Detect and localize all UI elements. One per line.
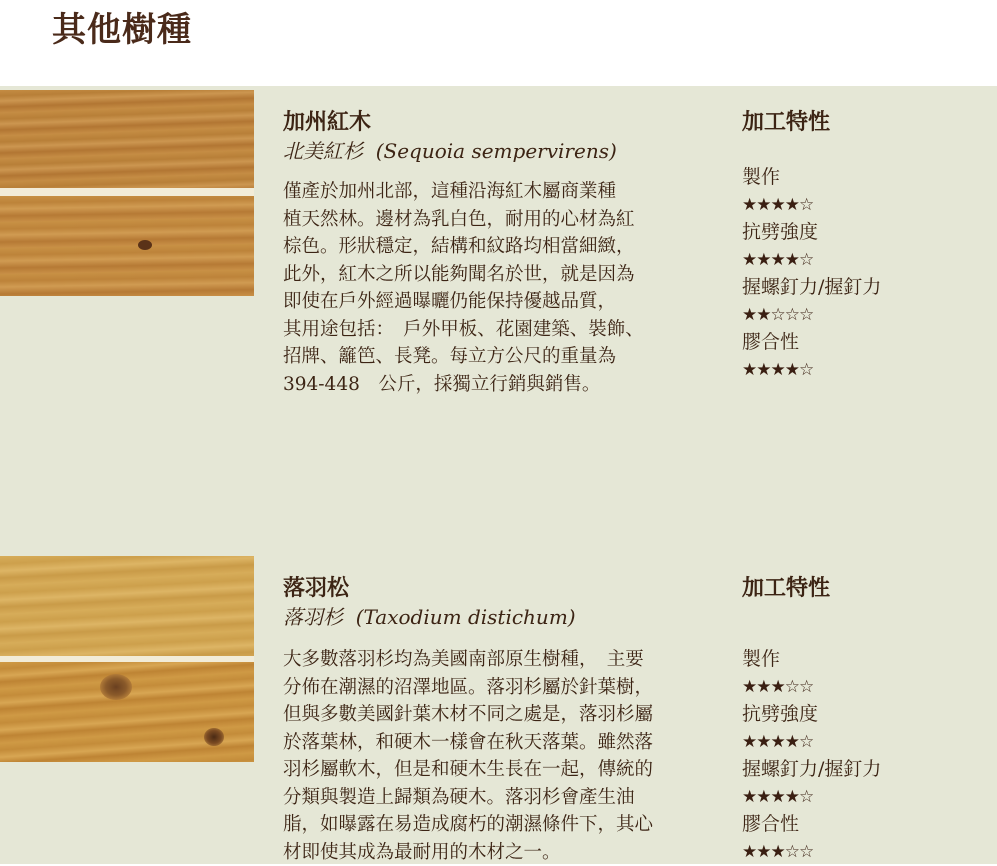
property-label-screw-nail-holding: 握螺釘力/握釘力 <box>742 274 982 302</box>
redwood-plank-top <box>0 90 254 188</box>
species-name: 落羽松 <box>283 574 703 604</box>
star-rating: ★★★★☆ <box>742 247 982 275</box>
wood-knot <box>204 728 224 746</box>
property-label-split-resistance: 抗劈強度 <box>742 219 982 247</box>
star-rating: ★★★★☆ <box>742 784 982 812</box>
wood-knot <box>100 674 132 700</box>
property-label-screw-nail-holding: 握螺釘力/握釘力 <box>742 756 982 784</box>
wood-knot <box>138 240 152 250</box>
cypress-entry <box>283 574 703 866</box>
species-name: 加州紅木 <box>283 108 703 138</box>
species-description: 大多數落羽杉均為美國南部原生樹種， 主要 分佈在潮濕的沼澤地區。落羽杉屬於針葉樹， 但與多數美國針葉木材不同之處是，落羽杉屬 於落葉林，和硬木一樣會在秋天落葉。雖然落 羽杉屬軟木，但是和硬木生長在一起，傳統的 分類與製造上歸類為硬木。落羽杉會產生油 脂，如曝露在易造成腐朽的潮濕條件下，其心 材即使其成為最耐用的木材之一。 <box>283 646 693 866</box>
species-latin-name: (Taxodium distichum) <box>356 605 576 629</box>
page-title: 其他樹種 <box>52 2 192 51</box>
species-scientific-name <box>283 604 703 630</box>
redwood-wood-sample <box>0 90 254 296</box>
star-rating: ★★★☆☆ <box>742 674 982 702</box>
plank-divider <box>0 188 254 196</box>
property-label-fabrication: 製作 <box>742 164 982 192</box>
properties-title: 加工特性 <box>742 574 982 604</box>
star-rating: ★★★★☆ <box>742 192 982 220</box>
property-label-gluing: 膠合性 <box>742 329 982 357</box>
species-scientific-name <box>283 138 703 164</box>
species-latin-name: (Sequoia sempervirens) <box>376 139 617 163</box>
cypress-working-properties <box>742 574 982 866</box>
redwood-plank-bottom <box>0 196 254 296</box>
properties-title: 加工特性 <box>742 108 982 138</box>
species-common-name: 北美紅杉 <box>283 139 363 163</box>
cypress-wood-sample <box>0 556 254 762</box>
species-description: 僅產於加州北部，這種沿海紅木屬商業種 植天然林。邊材為乳白色，耐用的心材為紅 棕色。形狀穩定，結構和紋路均相當細緻， 此外，紅木之所以能夠聞名於世，就是因為 即使在戶外經過曝曬仍能保持優越品質， 其用途包括： 戶外甲板、花園建築、裝飾、 招牌、籬笆、長凳。每立方公尺的重量為 394-448 公斤，採獨立行銷與銷售。 <box>283 178 693 398</box>
property-label-gluing: 膠合性 <box>742 811 982 839</box>
star-rating: ★★☆☆☆ <box>742 302 982 330</box>
star-rating: ★★★★☆ <box>742 357 982 385</box>
property-label-fabrication: 製作 <box>742 646 982 674</box>
star-rating: ★★★☆☆ <box>742 839 982 866</box>
redwood-working-properties <box>742 108 982 384</box>
star-rating: ★★★★☆ <box>742 729 982 757</box>
property-label-split-resistance: 抗劈強度 <box>742 701 982 729</box>
species-common-name: 落羽杉 <box>283 605 343 629</box>
redwood-entry <box>283 108 703 398</box>
cypress-plank-top <box>0 556 254 656</box>
